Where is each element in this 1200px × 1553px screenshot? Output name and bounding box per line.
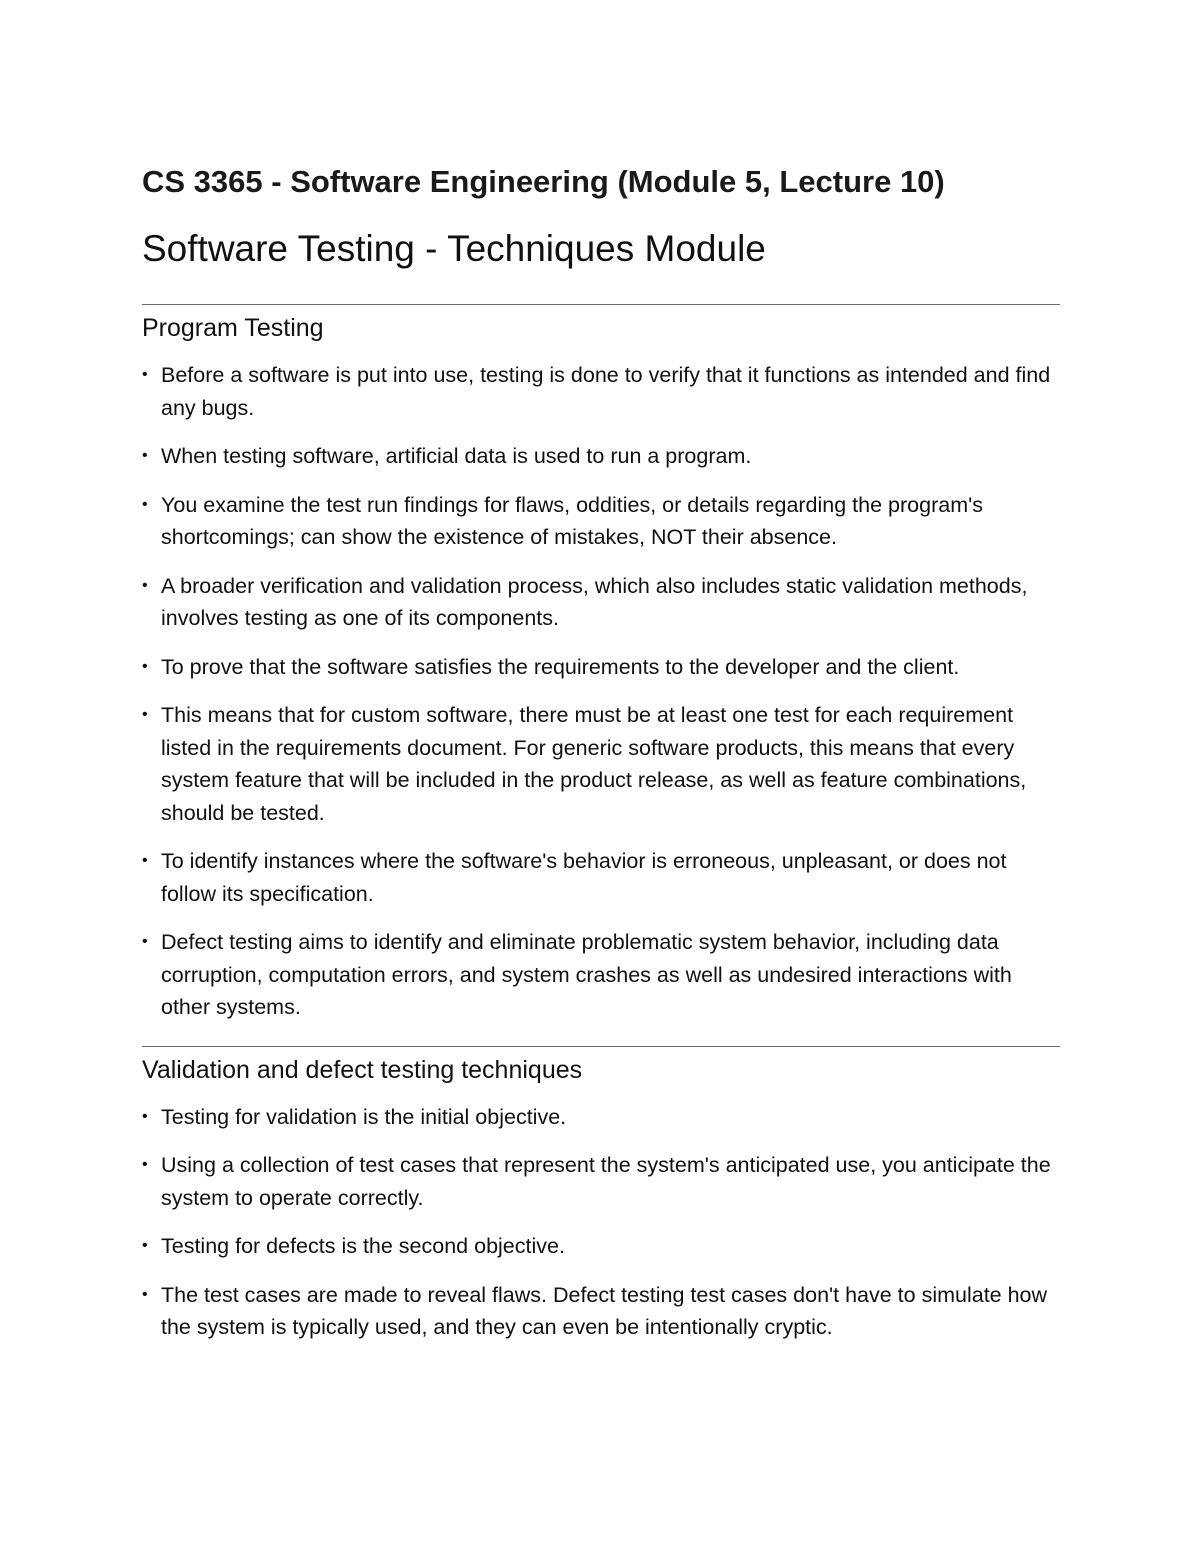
list-item-text: When testing software, artificial data is used to run a program. [161, 444, 752, 468]
section-heading-program-testing: Program Testing [142, 314, 324, 342]
list-item [142, 1149, 1060, 1214]
bullet-icon: • [142, 1156, 148, 1173]
list-item [142, 926, 1060, 1024]
list-item [142, 1279, 1060, 1344]
section-heading-validation-defect: Validation and defect testing techniques [142, 1055, 583, 1084]
bullet-icon: • [142, 706, 148, 723]
bullet-icon: • [142, 366, 148, 383]
document-page [142, 160, 1060, 1360]
list-item-text: Testing for validation is the initial objective. [161, 1104, 567, 1129]
list-item [142, 1230, 1060, 1263]
list-item-text: To identify instances where the software's behavior is erroneous, unpleasant, or does not follow its specification. [161, 849, 1007, 906]
list-item [142, 489, 1060, 554]
list-item [142, 359, 1060, 424]
list-item-text: To prove that the software satisfies the requirements to the developer and the client. [161, 654, 960, 679]
section-divider [142, 1046, 1060, 1047]
list-item [142, 570, 1060, 635]
bullet-icon: • [142, 1285, 148, 1303]
document-title: Software Testing - Techniques Module [142, 228, 766, 269]
list-item [142, 1101, 1060, 1134]
bullet-icon: • [142, 447, 148, 464]
list-item [142, 845, 1060, 910]
list-item-text: This means that for custom software, there must be at least one test for each requirement listed in the requirements document. For generic software products, this means that every system feature that will be included in the product release, as well as feature combinations, should be tested. [161, 703, 1027, 825]
bullet-icon: • [142, 852, 148, 869]
list-item-text: Defect testing aims to identify and eliminate problematic system behavior, including data corruption, computation errors, and system crashes as well as undesired interactions with other systems. [161, 930, 1012, 1019]
bullet-icon: • [142, 495, 148, 513]
list-item-text: Before a software is put into use, testing is done to verify that it functions as intended and find any bugs. [161, 363, 1051, 420]
section-divider [142, 304, 1060, 305]
bullet-icon: • [142, 1107, 148, 1125]
list-item-text: A broader verification and validation process, which also includes static validation methods, involves testing as one of its components. [161, 573, 1028, 630]
list-item-text: The test cases are made to reveal flaws. Defect testing test cases don't have to simulate how the system is typically used, and they can even be intentionally cryptic. [161, 1282, 1048, 1339]
bullet-list-program-testing [142, 359, 1060, 1024]
bullet-icon: • [142, 576, 148, 594]
bullet-icon: • [142, 933, 148, 950]
course-title: CS 3365 - Software Engineering (Module 5, Lecture 10) [142, 164, 945, 199]
list-item-text: You examine the test run findings for flaws, oddities, or details regarding the program's shortcomings; can show the existence of mistakes, NOT their absence. [161, 492, 983, 549]
bullet-icon: • [142, 1237, 148, 1254]
list-item-text: Using a collection of test cases that represent the system's anticipated use, you anticipate the system to operate correctly. [161, 1153, 1051, 1210]
list-item-text: Testing for defects is the second objective. [161, 1234, 565, 1258]
list-item [142, 699, 1060, 829]
list-item [142, 440, 1060, 473]
list-item [142, 651, 1060, 684]
bullet-icon: • [142, 657, 148, 675]
bullet-list-validation-defect [142, 1101, 1060, 1344]
